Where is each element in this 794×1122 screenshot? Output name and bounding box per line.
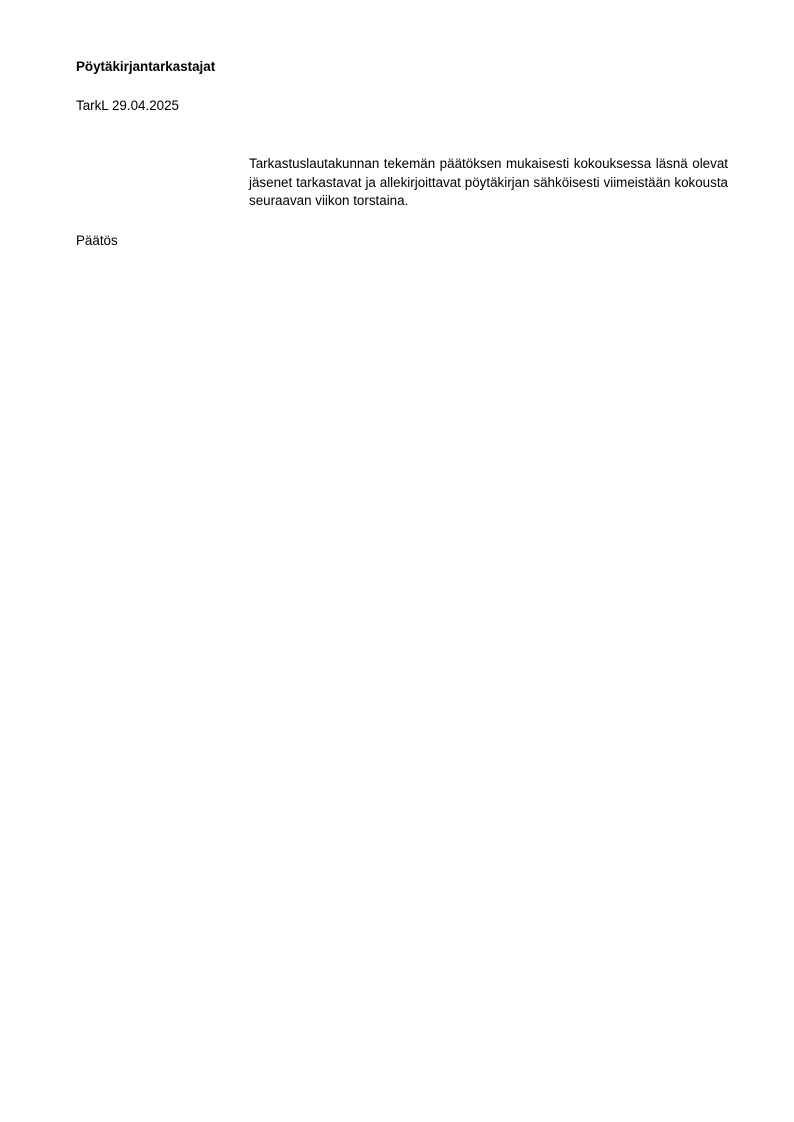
section-title: Pöytäkirjantarkastajat bbox=[76, 59, 216, 74]
proposal-paragraph: Tarkastuslautakunnan tekemän päätöksen mukaisesti kokouksessa läsnä olevat jäsenet tarkastavat ja allekirjoittavat pöytäkirjan sähköisesti viimeistään kokousta seuraavan viikon torstaina. bbox=[249, 156, 728, 208]
decision-heading: Päätös bbox=[76, 233, 118, 248]
meeting-reference: TarkL 29.04.2025 bbox=[76, 98, 179, 113]
